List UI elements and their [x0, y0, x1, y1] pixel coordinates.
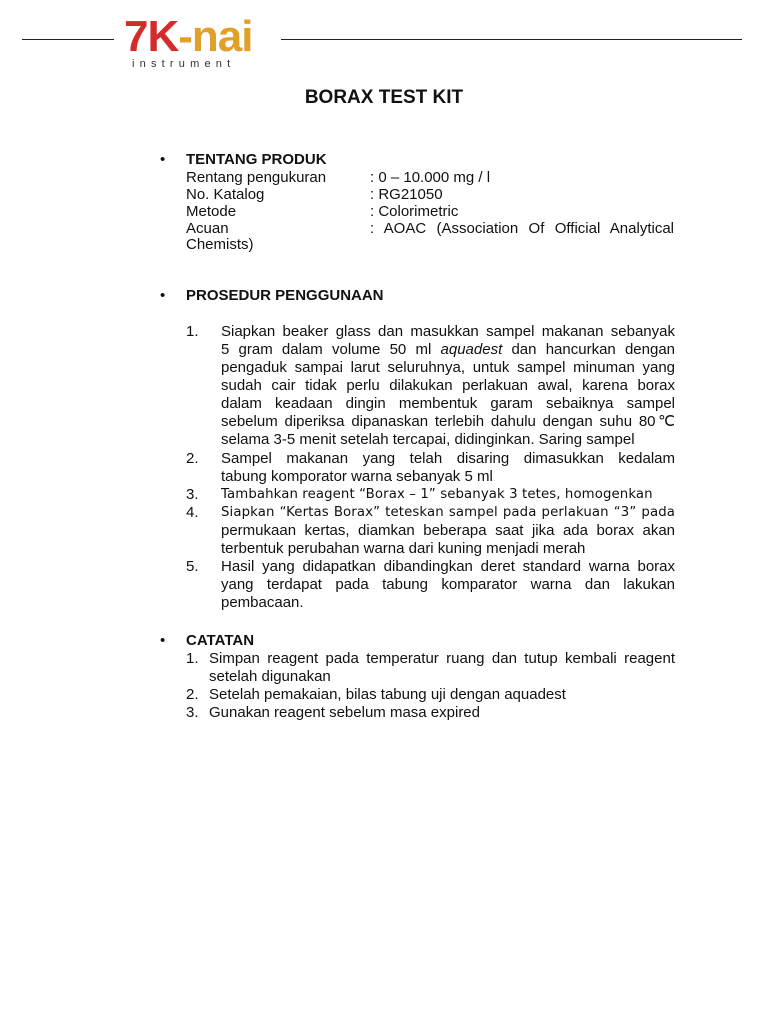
- step-number: 2.: [186, 450, 199, 467]
- text-line: Setelah pemakaian, bilas tabung uji dengan aquadest: [209, 686, 566, 703]
- text-line: pengaduk sampai larut seluruhnya, untuk sampel minuman yang: [221, 359, 675, 376]
- document-title: BORAX TEST KIT: [304, 87, 464, 108]
- spec-value: : Colorimetric: [370, 203, 459, 220]
- text-line: Sampel makanan yang telah disaring dimasukkan kedalam: [221, 450, 675, 467]
- text-line: Tambahkan reagent “Borax – 1” sebanyak 3 tetes, homogenkan: [221, 487, 653, 502]
- italic-term: aquadest: [440, 341, 503, 358]
- logo-subtitle: instrument: [132, 58, 236, 70]
- spec-value: : 0 – 10.000 mg / l: [370, 169, 491, 186]
- text-line: permukaan kertas, diamkan beberapa saat jika ada borax akan: [221, 522, 675, 539]
- bullet: •: [160, 632, 166, 649]
- logo-mark: 7K-nai: [124, 12, 253, 61]
- spec-label: Acuan: [186, 220, 229, 237]
- text-line: setelah digunakan: [209, 668, 331, 685]
- note-text: [209, 650, 675, 686]
- header-rule-right: [281, 39, 742, 40]
- spec-value: : RG21050: [370, 186, 443, 203]
- section-heading: CATATAN: [186, 632, 255, 649]
- text-line: Siapkan “Kertas Borax” teteskan sampel pada perlakuan “3” pada: [221, 505, 675, 520]
- step-number: 1.: [186, 323, 199, 340]
- step-text: [221, 323, 675, 449]
- text-line: dalam keadaan dingin membentuk garam sebaiknya sampel: [221, 395, 675, 412]
- note-text: [209, 686, 675, 704]
- note-number: 2.: [186, 686, 199, 703]
- text-line: selama 3-5 menit setelah tercapai, didinginkan. Saring sampel: [221, 431, 635, 448]
- text-line: 5 gram dalam volume 50 ml aquadest dan hancurkan dengan: [221, 341, 676, 358]
- note-number: 3.: [186, 704, 199, 721]
- step-number: 3.: [186, 486, 199, 503]
- step-number: 4.: [186, 504, 199, 521]
- spec-label: No. Katalog: [186, 186, 265, 203]
- note-number: 1.: [186, 650, 199, 667]
- bullet: •: [160, 287, 166, 304]
- text-line: Siapkan beaker glass dan masukkan sampel makanan sebanyak: [221, 323, 675, 340]
- text-line: terbentuk perubahan warna dari kuning menjadi merah: [221, 540, 586, 557]
- text-line: sebelum diperiksa dipanaskan terlebih dahulu dengan suhu 80℃: [221, 413, 675, 430]
- note-text: [209, 704, 675, 722]
- text-line: tabung komporator warna sebanyak 5 ml: [221, 468, 493, 485]
- step-number: 5.: [186, 558, 199, 575]
- section-heading: TENTANG PRODUK: [186, 151, 327, 168]
- spec-value-continued: Chemists): [186, 236, 254, 253]
- brand-logo: [124, 14, 264, 70]
- text-line: Hasil yang didapatkan dibandingkan deret standard warna borax: [221, 558, 675, 575]
- section-heading: PROSEDUR PENGGUNAAN: [186, 287, 384, 304]
- text-line: Simpan reagent pada temperatur ruang dan tutup kembali reagent: [209, 650, 675, 667]
- text-line: sudah cair tidak perlu dilakukan perlakuan awal, karena borax: [221, 377, 675, 394]
- step-text: [221, 486, 675, 504]
- spec-label: Rentang pengukuran: [186, 169, 327, 186]
- text-line: Gunakan reagent sebelum masa expired: [209, 704, 480, 721]
- spec-label: Metode: [186, 203, 237, 220]
- text-line: yang terdapat pada tabung komparator warna dan lakukan: [221, 576, 675, 593]
- step-text: [221, 450, 675, 486]
- header-rule-left: [22, 39, 114, 40]
- bullet: •: [160, 151, 166, 168]
- step-text: [221, 504, 675, 558]
- step-text: [221, 558, 675, 612]
- spec-value: : AOAC (Association Of Official Analytical: [370, 220, 674, 237]
- text-line: pembacaan.: [221, 594, 304, 611]
